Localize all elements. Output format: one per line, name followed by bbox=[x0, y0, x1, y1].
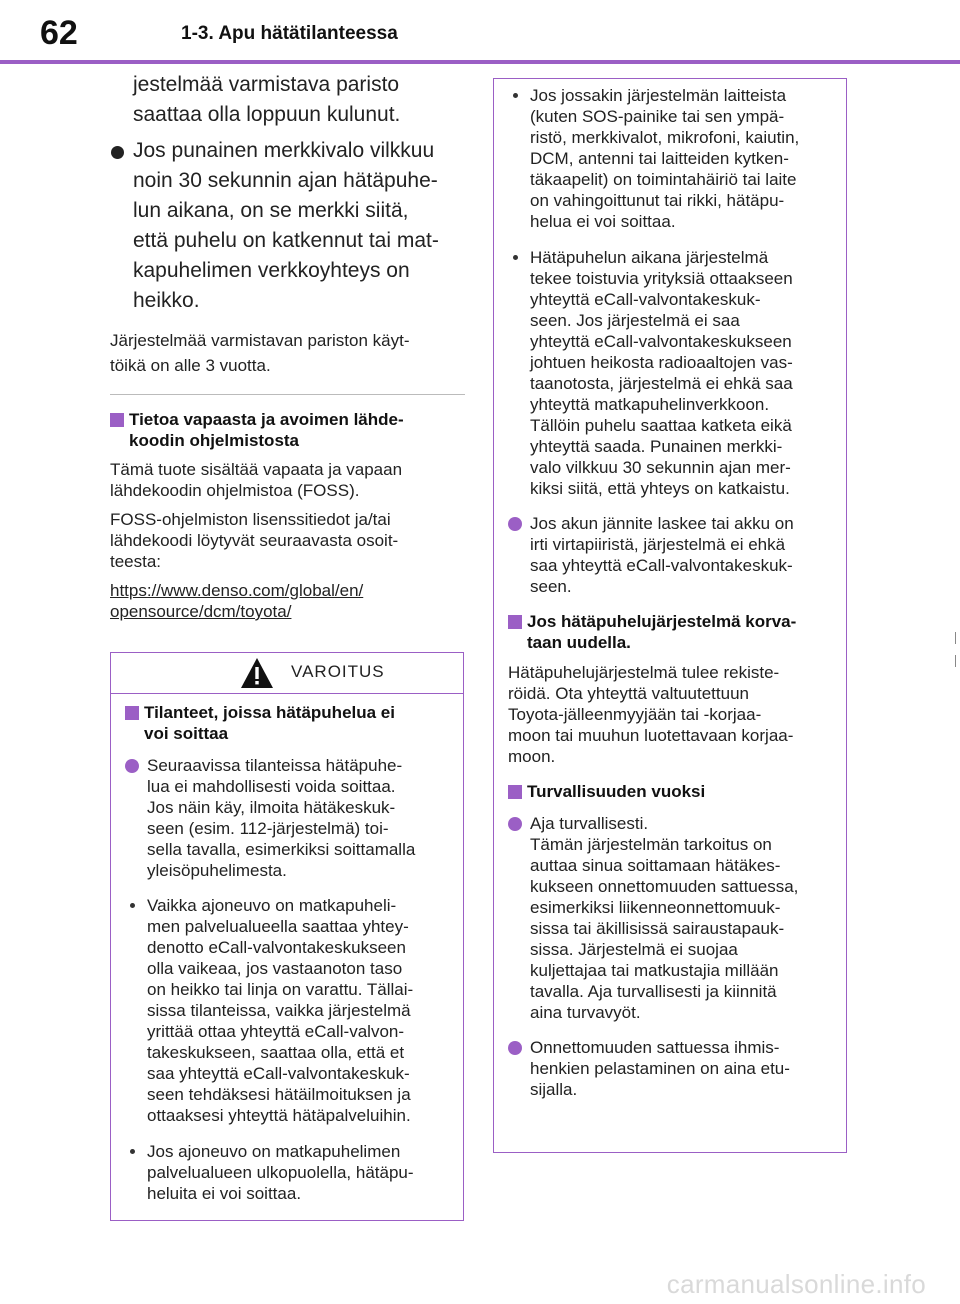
square-bullet-icon bbox=[110, 413, 124, 427]
bullet-dot-icon bbox=[111, 146, 124, 159]
page-number: 62 bbox=[40, 14, 78, 52]
circle-bullet-icon bbox=[508, 1041, 522, 1055]
foss-heading: Tietoa vapaasta ja avoimen lähde- koodin ohjelmistosta bbox=[110, 409, 465, 451]
dot-bullet-icon bbox=[513, 93, 518, 98]
replace-paragraph: Hätäpuhelujärjestelmä tulee rekiste- röidä. Ota yhteyttä valtuutettuun Toyota-jälleenmyyjään tai -korjaa- moon tai muuhun luotettavaan korjaa- moon. bbox=[508, 663, 794, 766]
warning-box bbox=[110, 652, 464, 1221]
square-bullet-icon bbox=[125, 706, 139, 720]
header-rule bbox=[0, 60, 960, 64]
battery-life-note: Järjestelmää varmistavan pariston käyt- töikä on alle 3 vuotta. bbox=[110, 331, 410, 375]
section-title: 1-3. Apu hätätilanteessa bbox=[181, 23, 398, 44]
dot-bullet-icon bbox=[130, 1149, 135, 1154]
foss-paragraph-1: Tämä tuote sisältää vapaata ja vapaan lähdekoodin ohjelmistoa (FOSS). bbox=[110, 460, 403, 500]
warning-header bbox=[111, 653, 463, 694]
warning-bullet: Seuraavissa tilanteissa hätäpuhe- lua ei mahdollisesti voida soittaa. Jos näin käy, ilmoita hätäkeskuk- seen (esim. 112-järjestelmä) toi- sella tavalla, esimerkiksi soittamalla yleisöpuhelimesta. bbox=[125, 755, 449, 881]
dot-bullet-icon bbox=[130, 903, 135, 908]
square-bullet-icon bbox=[508, 785, 522, 799]
dot-bullet-icon bbox=[513, 255, 518, 260]
foss-paragraph-2: FOSS-ohjelmiston lisenssitiedot ja/tai lähdekoodi löytyvät seuraavasta osoit- teesta: bbox=[110, 510, 399, 571]
replace-heading: Jos hätäpuhelujärjestelmä korva- taan uudella. bbox=[508, 611, 832, 653]
watermark: carmanualsonline.info bbox=[666, 1269, 926, 1299]
bullet-battery-voltage: Jos akun jännite laskee tai akku on irti virtapiiristä, järjestelmä ei ehkä saa yhteyttä eCall-valvontakeskuk- seen. bbox=[508, 513, 832, 597]
square-bullet-icon bbox=[508, 615, 522, 629]
warning-box-continued bbox=[493, 78, 847, 1153]
warning-sub-bullet-coverage: Vaikka ajoneuvo on matkapuheli- men palvelualueella saattaa yhtey- denotto eCall-valvontakeskukseen olla vaikeaa, jos vastaanoton taso on heikko tai linja on varattu. Tällai- sissa tilanteissa, vaikka järjestelmä yrittää ottaa yhteyttä eCall-valvon- takeskukseen, saattaa olla, että et saa yhteyttä eCall-valvontakeskuk- seen tehdäksesi hätäilmoituksen ja ottaaksesi yhteyttä hätäpalveluihin. bbox=[125, 895, 449, 1126]
page-header bbox=[0, 0, 960, 64]
safety-heading: Turvallisuuden vuoksi bbox=[508, 781, 832, 802]
sub-bullet-malfunction: Jos jossakin järjestelmän laitteista (kuten SOS-painike tai sen ympä- ristö, merkkivalot, mikrofoni, kaiutin, DCM, antenni tai laitteiden kytken- täkaapelit) on toimintahäiriö tai laite on vahingoittunut tai rikki, hätäpu- helua ei voi soittaa. bbox=[508, 85, 832, 232]
foss-link[interactable]: https://www.denso.com/global/en/ opensource/dcm/toyota/ bbox=[110, 581, 364, 621]
left-column bbox=[110, 70, 465, 622]
bullet-drive-safely: Aja turvallisesti. Tämän järjestelmän tarkoitus on auttaa sinua soittamaan hätäkes- kukseen onnettomuuden sattuessa, esimerkiksi liikenneonnettomuuk- sissa tai äkillisissä sairaustapauk- sissa. Järjestelmä ei suojaa kuljettajaa tai matkustajia millään tavalla. Aja turvallisesti ja kiinnitä aina turvavyöt. bbox=[508, 813, 832, 1023]
circle-bullet-icon bbox=[508, 517, 522, 531]
bullet-red-light: Jos punainen merkkivalo vilkkuu noin 30 sekunnin ajan hätäpuhe- lun aikana, on se merkki siitä, että puhelu on katkennut tai mat- kapuhelimen verkkoyhteys on heikko. bbox=[110, 136, 465, 316]
bullet-rescue-priority: Onnettomuuden sattuessa ihmis- henkien pelastaminen on aina etu- sijalla. bbox=[508, 1037, 832, 1100]
warning-heading: Tilanteet, joissa hätäpuhelua ei voi soittaa bbox=[125, 702, 449, 744]
divider bbox=[110, 394, 465, 395]
edge-mark bbox=[955, 655, 956, 667]
warning-title: VAROITUS bbox=[291, 662, 385, 681]
circle-bullet-icon bbox=[508, 817, 522, 831]
circle-bullet-icon bbox=[125, 759, 139, 773]
sub-bullet-retries: Hätäpuhelun aikana järjestelmä tekee toistuvia yrityksiä ottaakseen yhteyttä eCall-valvontakeskuk- seen. Jos järjestelmä ei saa yhteyttä eCall-valvontakeskukseen johtuen heikosta radioaaltojen vas- taanotosta, järjestelmä ei ehkä saa yhteyttä matkapuhelinverkkoon. Tällöin puhelu saattaa katketa eikä yhteyttä saada. Punainen merkki- valo vilkkuu 30 sekunnin ajan mer- kiksi siitä, että yhteys on katkaistu. bbox=[508, 247, 832, 499]
warning-triangle-icon bbox=[239, 656, 275, 690]
warning-sub-bullet-outside: Jos ajoneuvo on matkapuhelimen palvelualueen ulkopuolella, hätäpu- heluita ei voi soittaa. bbox=[125, 1141, 449, 1204]
paragraph-continuation: jestelmää varmistava paristo saattaa olla loppuun kulunut. bbox=[133, 73, 401, 126]
edge-mark bbox=[955, 632, 956, 644]
